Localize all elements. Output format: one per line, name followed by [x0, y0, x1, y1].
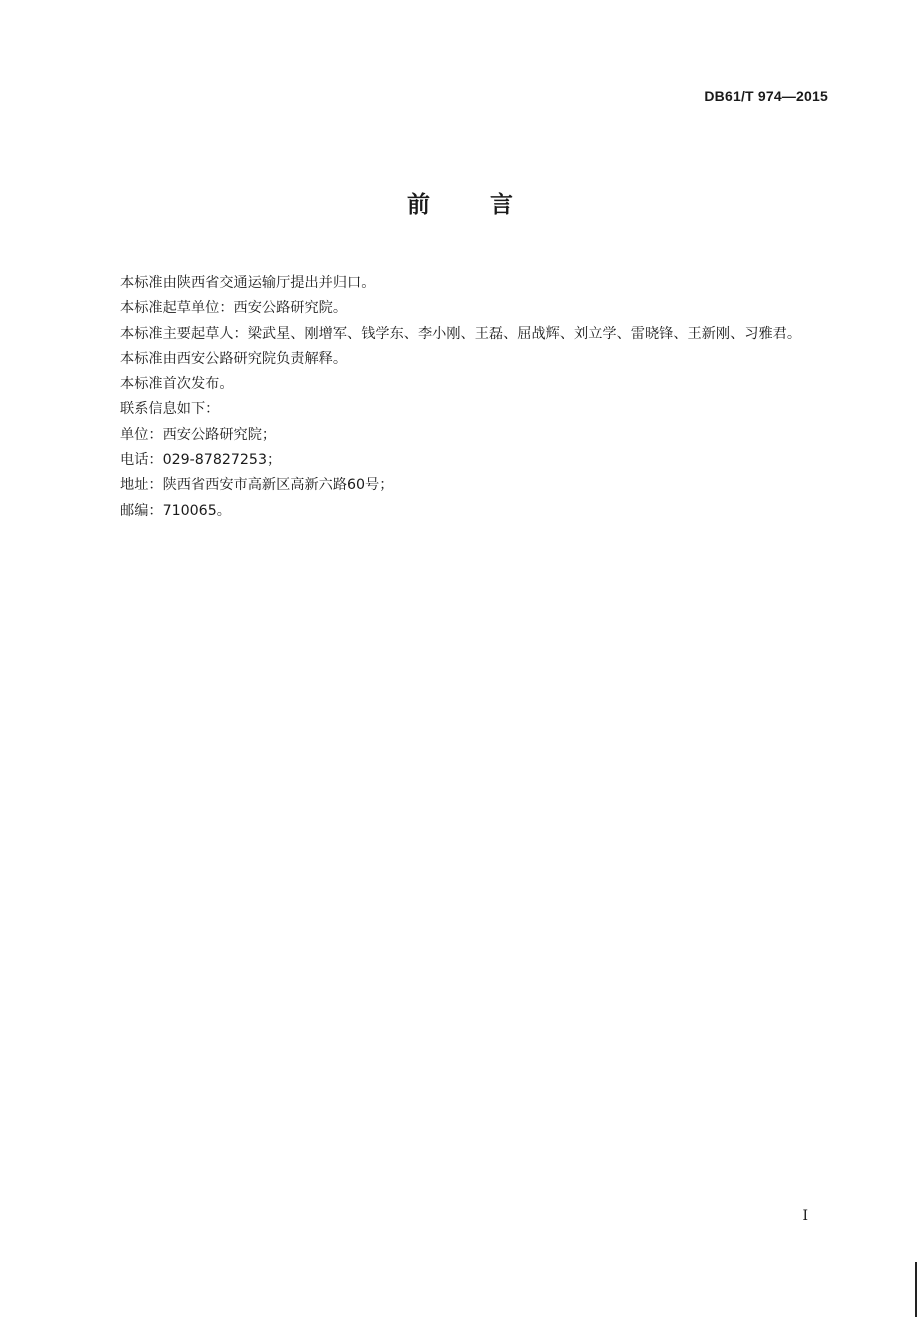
contact-address: 地址：陕西省西安市高新区高新六路60号； [120, 477, 394, 494]
paragraph-contact-intro: 联系信息如下： [120, 401, 220, 418]
contact-unit: 单位：西安公路研究院； [120, 426, 277, 443]
paragraph-interpretation: 本标准由西安公路研究院负责解释。 [120, 350, 348, 367]
preface-body [92, 271, 832, 524]
section-heading [0, 186, 920, 219]
paragraph-first-release: 本标准首次发布。 [120, 376, 234, 393]
paragraph-proposer: 本标准由陕西省交通运输厅提出并归口。 [120, 275, 376, 291]
page-number: I [802, 1208, 808, 1224]
heading-char-1: 前 [407, 192, 430, 218]
contact-postcode: 邮编：710065。 [120, 502, 231, 519]
paragraph-drafting-unit: 本标准起草单位：西安公路研究院。 [120, 300, 348, 317]
heading-char-2: 言 [490, 192, 513, 218]
document-code: DB61/T 974—2015 [704, 88, 828, 104]
contact-phone: 电话：029-87827253； [120, 452, 282, 469]
paragraph-drafters: 本标准主要起草人：梁武星、刚增军、钱学东、李小刚、王磊、屈战辉、刘立学、雷晓锋、王新刚、习雅君。 [120, 325, 802, 342]
scan-edge-line [915, 1262, 917, 1317]
